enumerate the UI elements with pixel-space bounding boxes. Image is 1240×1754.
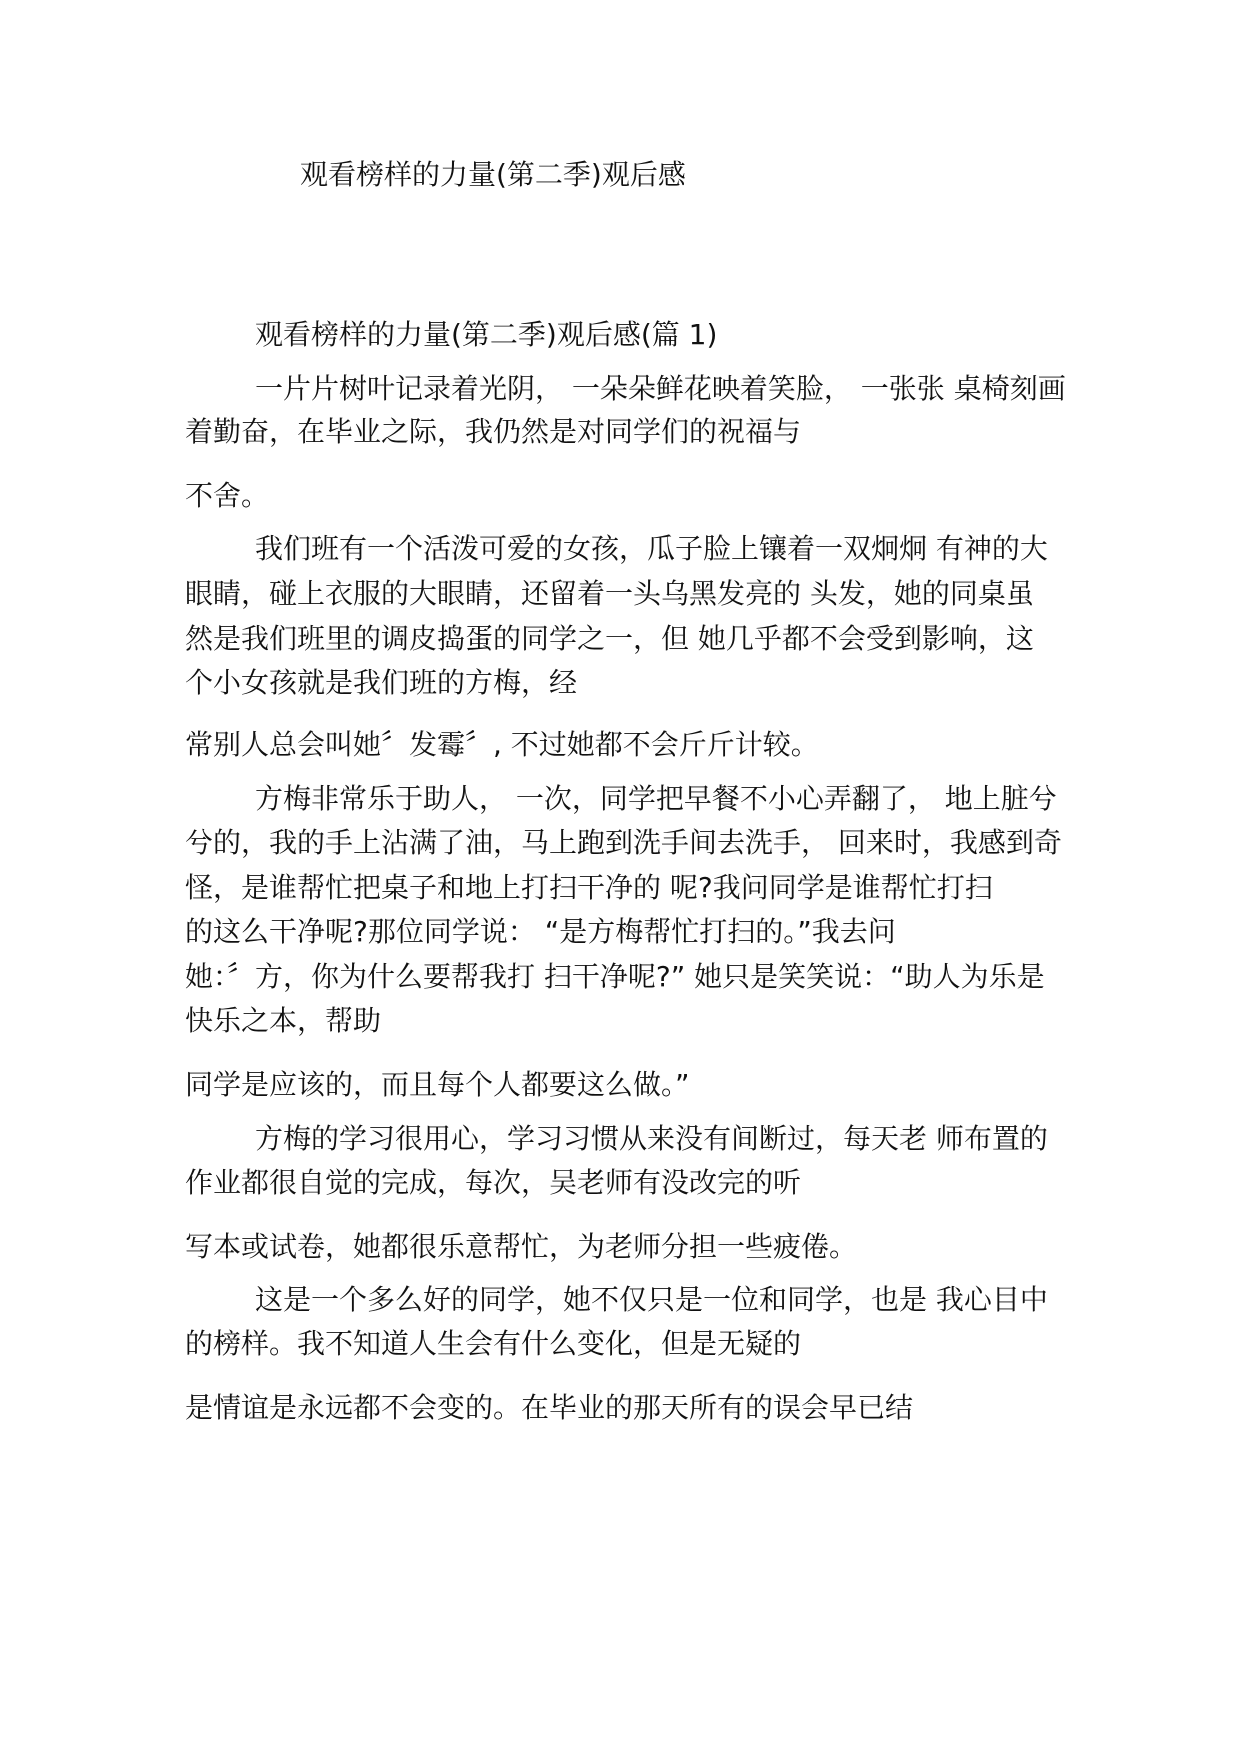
- paragraph-line: 方梅的学习很用心，学习习惯从来没有间断过，每天老 师布置的: [255, 1122, 1048, 1155]
- paragraph-line: 她：〞方，你为什么要帮我打 扫干净呢?” 她只是笑笑说：“助人为乐是: [185, 960, 1045, 993]
- paragraph-line: 兮的，我的手上沾满了油，马上跑到洗手间去洗手， 回来时，我感到奇: [185, 826, 1062, 859]
- paragraph-line: 的这么干净呢?那位同学说： “是方梅帮忙打扫的。”我去问: [185, 915, 896, 948]
- paragraph-line: 这是一个多么好的同学，她不仅只是一位和同学，也是 我心目中: [255, 1283, 1048, 1316]
- section-heading: 观看榜样的力量(第二季)观后感(篇 1): [255, 318, 718, 351]
- paragraph-line: 常别人总会叫她〞发霉〞, 不过她都不会斤斤计较。: [185, 728, 819, 761]
- paragraph-line: 快乐之本，帮助: [185, 1004, 382, 1037]
- paragraph-line: 的榜样。我不知道人生会有什么变化，但是无疑的: [185, 1327, 802, 1360]
- paragraph-line: 眼睛，碰上衣服的大眼睛，还留着一头乌黑发亮的 头发，她的同桌虽: [185, 577, 1034, 610]
- paragraph-line: 我们班有一个活泼可爱的女孩，瓜子脸上镶着一双炯炯 有神的大: [255, 532, 1048, 565]
- document-title: 观看榜样的力量(第二季)观后感: [300, 158, 686, 191]
- paragraph-line: 写本或试卷，她都很乐意帮忙，为老师分担一些疲倦。: [185, 1230, 858, 1263]
- paragraph-line: 一片片树叶记录着光阴， 一朵朵鲜花映着笑脸， 一张张 桌椅刻画: [255, 372, 1066, 405]
- paragraph-line: 方梅非常乐于助人， 一次，同学把早餐不小心弄翻了， 地上脏兮: [255, 782, 1057, 815]
- paragraph-line: 同学是应该的，而且每个人都要这么做。”: [185, 1068, 690, 1101]
- paragraph-line: 着勤奋，在毕业之际，我仍然是对同学们的祝福与: [185, 415, 802, 448]
- paragraph-line: 个小女孩就是我们班的方梅，经: [185, 666, 578, 699]
- paragraph-line: 不舍。: [185, 479, 270, 512]
- paragraph-line: 作业都很自觉的完成，每次，吴老师有没改完的听: [185, 1166, 802, 1199]
- paragraph-line: 然是我们班里的调皮捣蛋的同学之一，但 她几乎都不会受到影响，这: [185, 622, 1034, 655]
- paragraph-line: 怪，是谁帮忙把桌子和地上打扫干净的 呢?我问同学是谁帮忙打扫: [185, 871, 993, 904]
- paragraph-line: 是情谊是永远都不会变的。在毕业的那天所有的误会早已结: [185, 1391, 914, 1424]
